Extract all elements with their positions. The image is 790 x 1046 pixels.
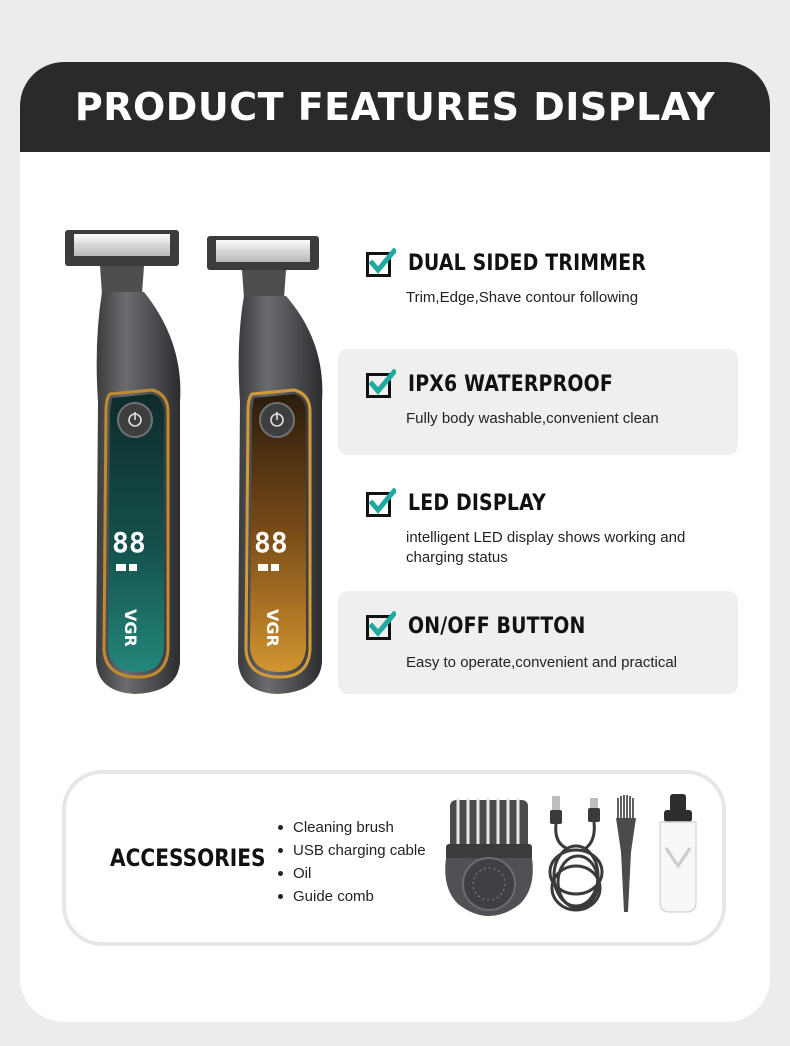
svg-text:88: 88 (112, 526, 146, 559)
checkbox-check-icon (366, 369, 396, 399)
list-item: Cleaning brush (278, 816, 426, 839)
feature-title: DUAL SIDED TRIMMER (408, 250, 647, 276)
svg-text:88: 88 (254, 526, 288, 559)
oil-bottle-image (656, 792, 700, 924)
svg-text:VGR: VGR (121, 609, 140, 647)
trimmer-gold (207, 236, 322, 694)
feature-desc: Fully body washable,convenient clean (406, 410, 659, 427)
feature-desc: Trim,Edge,Shave contour following (406, 289, 639, 306)
feature-desc: Easy to operate,convenient and practical (406, 654, 678, 671)
feature-dual-sided-trimmer (338, 232, 738, 322)
accessories-box (62, 770, 726, 946)
feature-title: ON/OFF BUTTON (408, 613, 586, 639)
feature-on-off-button (338, 591, 738, 694)
header-banner (20, 62, 770, 152)
checkbox-check-icon (366, 488, 396, 518)
list-item: Guide comb (278, 885, 426, 908)
feature-led-display (338, 472, 738, 582)
trimmer-green (65, 230, 180, 694)
page-title: PRODUCT FEATURES DISPLAY (74, 85, 716, 129)
svg-text:VGR: VGR (263, 609, 282, 647)
cleaning-brush-image (614, 792, 638, 924)
list-item: USB charging cable (278, 839, 426, 862)
trimmer-product-image (40, 222, 330, 702)
feature-card (20, 62, 770, 1022)
feature-ipx6-waterproof (338, 349, 738, 455)
feature-title: IPX6 WATERPROOF (408, 371, 613, 397)
accessories-list (278, 816, 426, 908)
usb-cable-image (546, 792, 612, 924)
feature-title: LED DISPLAY (408, 490, 547, 516)
feature-desc: intelligent LED display shows working and charging status (406, 529, 686, 566)
checkbox-check-icon (366, 611, 396, 641)
checkbox-check-icon (366, 248, 396, 278)
guide-comb-image (438, 792, 540, 924)
list-item: Oil (278, 862, 426, 885)
accessories-title: ACCESSORIES (110, 844, 266, 872)
